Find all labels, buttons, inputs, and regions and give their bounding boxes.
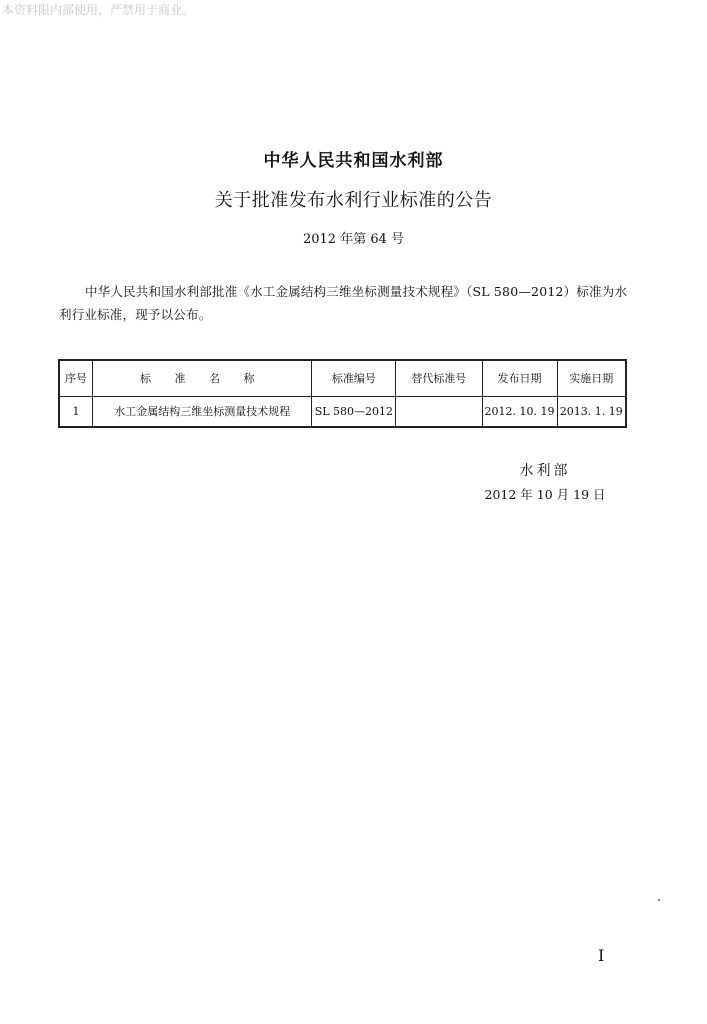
- watermark-text: 本资料限内部使用，严禁用于商业。: [2, 3, 195, 17]
- row-seq: 1: [59, 396, 93, 427]
- row-standard-name: 水工金属结构三维坐标测量技术规程: [93, 396, 312, 427]
- header-release-date: 发布日期: [482, 360, 557, 396]
- standards-table: [58, 359, 627, 428]
- header-standard-code: 标准编号: [312, 360, 396, 396]
- header-replaced-code: 替代标准号: [396, 360, 482, 396]
- header-seq: 序号: [59, 360, 93, 396]
- table-row: [59, 396, 626, 427]
- row-replaced-code: [396, 396, 482, 427]
- ministry-header: 中华人民共和国水利部: [263, 151, 444, 171]
- announcement-body: 中华人民共和国水利部批准《水工金属结构三维坐标测量技术规程》（SL 580—2012）标准为水利行业标准，现予以公布。: [59, 284, 628, 322]
- table-header-row: [59, 360, 626, 396]
- page-number: I: [598, 946, 605, 965]
- header-effective-date: 实施日期: [557, 360, 626, 396]
- signature-date: 2012 年 10 月 19 日: [484, 487, 606, 502]
- scan-speck: [658, 899, 660, 901]
- announcement-number: 2012 年第 64 号: [302, 232, 405, 247]
- issuer-signature: 水利部: [519, 463, 571, 479]
- header-standard-name: 标 准 名 称: [93, 360, 312, 396]
- row-effective-date: 2013. 1. 19: [557, 396, 626, 427]
- row-standard-code: SL 580—2012: [312, 396, 396, 427]
- row-release-date: 2012. 10. 19: [482, 396, 557, 427]
- announcement-title: 关于批准发布水利行业标准的公告: [214, 190, 493, 211]
